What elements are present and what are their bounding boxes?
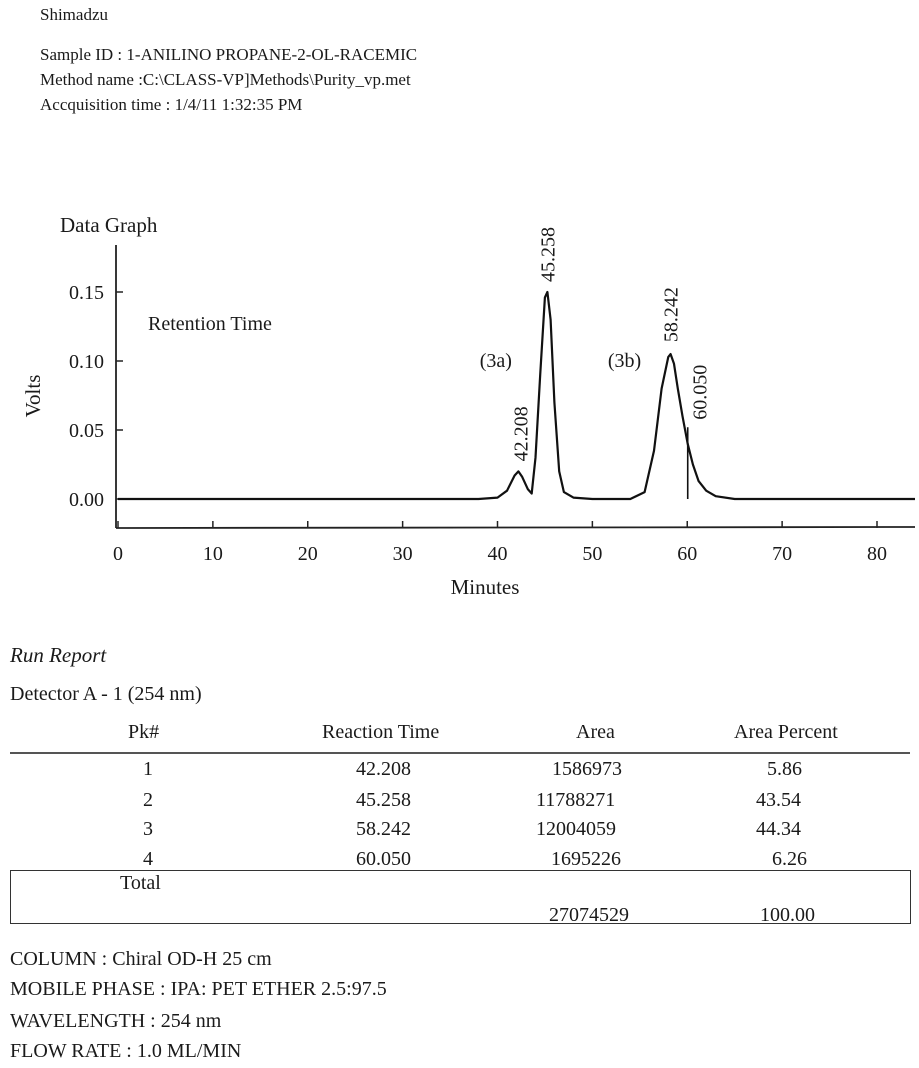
y-tick-label: 0.05 xyxy=(69,420,104,442)
cell-area-percent: 6.26 xyxy=(772,848,807,870)
total-label: Total xyxy=(120,872,161,894)
y-axis-title: Volts xyxy=(21,374,45,418)
wavelength-info: WAVELENGTH : 254 nm xyxy=(10,1010,222,1032)
cell-area-percent: 5.86 xyxy=(767,758,802,780)
x-tick-label: 20 xyxy=(297,543,318,565)
peak-label: 60.050 xyxy=(689,364,712,420)
cell-area: 11788271 xyxy=(536,789,616,811)
total-percent: 100.00 xyxy=(760,904,815,926)
cell-reaction-time: 45.258 xyxy=(356,789,411,811)
y-tick-label: 0.15 xyxy=(69,282,104,304)
col-header-area-percent: Area Percent xyxy=(734,721,838,743)
x-tick-label: 30 xyxy=(392,543,413,565)
column-info: COLUMN : Chiral OD-H 25 cm xyxy=(10,948,272,970)
cell-pk: 1 xyxy=(143,758,153,780)
peak-label: 42.208 xyxy=(510,406,533,462)
col-header-reaction-time: Reaction Time xyxy=(322,721,440,743)
chart-subtitle: Retention Time xyxy=(148,313,272,335)
cell-reaction-time: 60.050 xyxy=(356,848,411,870)
col-header-pk: Pk# xyxy=(128,721,160,743)
peak-annotation: (3b) xyxy=(607,350,642,372)
y-tick-label: 0.10 xyxy=(69,351,104,373)
cell-reaction-time: 42.208 xyxy=(356,758,411,780)
acquisition-time: Accquisition time : 1/4/11 1:32:35 PM xyxy=(40,95,303,114)
peak-label: 58.242 xyxy=(660,287,683,343)
company-name: Shimadzu xyxy=(40,5,108,24)
total-area: 27074529 xyxy=(549,904,629,926)
cell-pk: 3 xyxy=(143,818,153,840)
x-tick-label: 60 xyxy=(677,543,698,565)
cell-area: 12004059 xyxy=(536,818,616,840)
chart-title: Data Graph xyxy=(60,213,158,237)
cell-pk: 4 xyxy=(143,848,153,870)
sample-id: Sample ID : 1-ANILINO PROPANE-2-OL-RACEMIC xyxy=(40,45,418,64)
col-header-area: Area xyxy=(576,721,615,743)
cell-area: 1586973 xyxy=(552,758,622,780)
detector-label: Detector A - 1 (254 nm) xyxy=(10,683,202,705)
x-tick-label: 0 xyxy=(113,543,123,565)
mobile-phase-info: MOBILE PHASE : IPA: PET ETHER 2.5:97.5 xyxy=(10,978,387,1000)
cell-area-percent: 43.54 xyxy=(756,789,801,811)
y-tick-label: 0.00 xyxy=(69,489,104,511)
x-axis-line xyxy=(116,527,915,528)
table-header-rule xyxy=(10,752,910,754)
cell-area-percent: 44.34 xyxy=(756,818,801,840)
cell-pk: 2 xyxy=(143,789,153,811)
x-tick-label: 40 xyxy=(487,543,508,565)
peak-label: 45.258 xyxy=(537,227,560,282)
x-axis-title: Minutes xyxy=(450,575,520,599)
cell-area: 1695226 xyxy=(551,848,621,870)
x-tick-label: 50 xyxy=(582,543,603,565)
cell-reaction-time: 58.242 xyxy=(356,818,411,840)
method-name: Method name :C:\CLASS-VP]Methods\Purity_vp.met xyxy=(40,70,411,89)
flow-rate-info: FLOW RATE : 1.0 ML/MIN xyxy=(10,1040,242,1062)
x-tick-label: 10 xyxy=(202,543,223,565)
x-tick-label: 80 xyxy=(867,543,887,565)
chromatogram-chart xyxy=(0,200,919,610)
x-tick-label: 70 xyxy=(772,543,793,565)
peak-annotation: (3a) xyxy=(479,350,512,372)
run-report-title: Run Report xyxy=(10,643,107,667)
